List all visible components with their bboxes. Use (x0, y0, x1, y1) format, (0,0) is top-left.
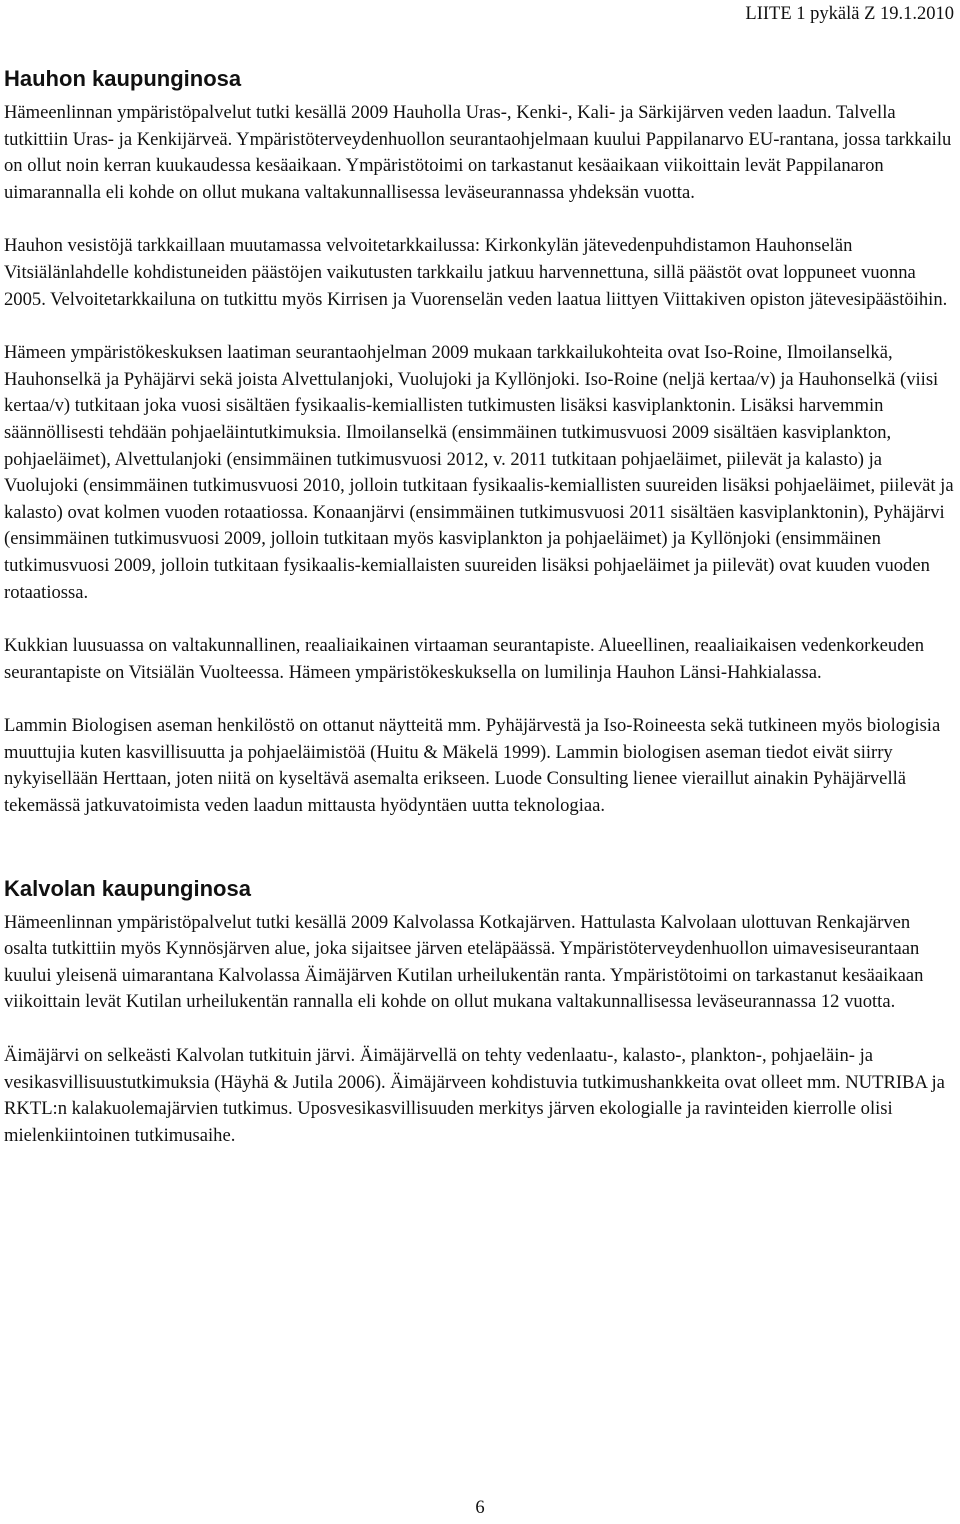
paragraph: Kukkian luusuassa on valtakunnallinen, reaaliaikainen virtaaman seurantapiste. Alueellinen, reaaliaikaisen vedenkorkeuden seurantapiste on Vitsiälän Vuolteessa. Hämeen ympäristökeskuksella on lumilinja Hauhon Länsi-Hahkialassa. (4, 635, 925, 683)
section-kalvola (4, 874, 956, 1150)
paragraph: Hämeenlinnan ympäristöpalvelut tutki kesällä 2009 Hauholla Uras-, Kenki-, Kali- ja Särkijärven veden laadun. Talvella tutkittiin Uras- ja Kenkijärveä. Ympäristöterveydenhuollon seurantaohjelmaan kuului Pappilanarvo EU-rantana, jossa tarkkailu on ollut noin kerran kuukaudessa kesäaikaan. Ympäristötoimi on tarkastanut kesäaikaan viikoittain levät Pappilanaron uimarannalla eli kohde on ollut mukana valtakunnallisessa leväseurannassa yhdeksän vuotta. (4, 102, 952, 203)
section-heading: Kalvolan kaupunginosa (4, 875, 251, 901)
paragraph: Hauhon vesistöjä tarkkaillaan muutamassa velvoitetarkkailussa: Kirkonkylän jätevedenpuhdistamon Hauhonselän Vitsiälänlahdelle kohdistuneiden päästöjen vaikutusten tarkkailu jatkuu harvennettuna, sillä päästöt ovat loppuneet vuonna 2005. Velvoitetarkkailuna on tutkittu myös Kirrisen ja Vuorenselän veden laatua liittyen Viittakiven opiston jätevesipäästöihin. (4, 235, 948, 310)
paragraph: Hämeenlinnan ympäristöpalvelut tutki kesällä 2009 Kalvolassa Kotkajärven. Hattulasta Kalvolaan ulottuvan Renkajärven osalta tutkittiin myös Kynnösjärven alue, joka sijaitsee järven eteläpäässä. Ympäristöterveydenhuollon uimavesiseurantaan kuului yleisenä uimarantana Kalvolassa Äimäjärven Kutilan urheilukentän ranta. Ympäristötoimi on tarkastanut kesäaikaan viikoittain levät Kutilan urheilukentän rannalla eli kohde on ollut mukana valtakunnallisessa leväseurannassa 12 vuotta. (4, 911, 924, 1013)
document-body (4, 64, 956, 1176)
paragraph: Äimäjärvi on selkeästi Kalvolan tutkituin järvi. Äimäjärvellä on tehty vedenlaatu-, kalasto-, plankton-, pohjaeläin- ja vesikasvillisuustutkimuksia (Häyhä & Jutila 2006). Äimäjärveen kohdistuvia tutkimushankkeita ovat olleet mm. NUTRIBA ja RKTL:n kalakuolemajärvien tutkimus. Uposvesikasvillisuuden merkitys järven ekologialle ja ravinteiden kierrolle olisi mielenkiintoinen tutkimusaihe. (4, 1045, 945, 1146)
paragraph: Lammin Biologisen aseman henkilöstö on ottanut näytteitä mm. Pyhäjärvestä ja Iso-Roineesta sekä tutkineen myös biologisia muuttujia kuten kasvillisuutta ja pohjaeläimistöä (Huitu & Mäkelä 1999). Lammin biologisen aseman tiedot eivät siirry nykyisellään Herttaan, joten niitä on kyseltävä asemalta erikseen. Luode Consulting lienee vieraillut ainakin Pyhäjärvellä tekemässä jatkuvatoimista veden laadun mittausta hyödyntäen uutta teknologiaa. (4, 715, 941, 817)
attachment-reference: LIITE 1 pykälä Z 19.1.2010 (745, 4, 954, 24)
section-heading: Hauhon kaupunginosa (4, 66, 242, 91)
paragraph: Hämeen ympäristökeskuksen laatiman seurantaohjelman 2009 mukaan tarkkailukohteita ovat Iso-Roine, Ilmoilanselkä, Hauhonselkä ja Pyhäjärvi sekä joista Alvettulanjoki, Vuolujoki ja Kyllönjoki. Iso-Roine (neljä kertaa/v) ja Hauhonselkä (viisi kertaa/v) tutkitaan joka vuosi sisältäen fysikaalis-kemiallisten tutkimusten lisäksi kasviplanktonin. Lisäksi harvemmin säännöllisesti tehdään pohjaeläintutkimuksia. Ilmoilanselkä (ensimmäinen tutkimusvuosi 2009 sisältäen kasviplankton, pohjaeläimet), Alvettulanjoki (ensimmäinen tutkimusvuosi 2012, v. 2011 tutkitaan pohjaeläimet, piilevät ja kalasto) ja Vuolujoki (ensimmäinen tutkimusvuosi 2010, jolloin tutkitaan fysikaalis-kemiallisten suureiden lisäksi pohjaeläimet, piilevät ja kalasto) ovat kolmen vuoden rotaatiossa. Konaanjärvi (ensimmäinen tutkimusvuosi 2011 sisältäen kasviplanktonin), Pyhäjärvi (ensimmäinen tutkimusvuosi 2009, jolloin tutkitaan myös kasviplankton ja pohjaeläimet) ja Kyllönjoki (ensimmäinen tutkimusvuosi 2009, jolloin tutkitaan fysikaalis-kemiallaisten suureiden lisäksi pohjaeläimet ja piilevät) ovat kuuden vuoden rotaatiossa. (4, 342, 954, 603)
section-hauho (4, 64, 956, 820)
page-number: 6 (475, 1497, 485, 1518)
